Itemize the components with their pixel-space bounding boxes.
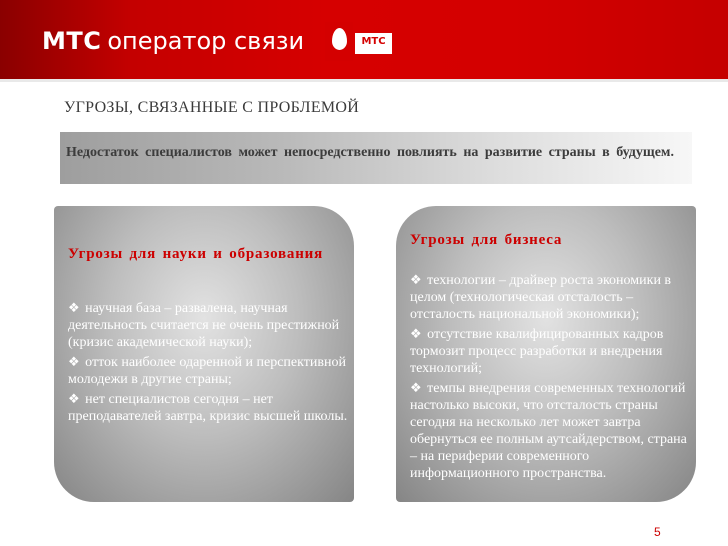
science-threats-panel bbox=[54, 206, 354, 502]
header-bar bbox=[0, 0, 728, 79]
list-item: ❖ нет специалистов сегодня – нет преподавателей завтра, кризис высшей школы. bbox=[68, 392, 348, 424]
list-item: ❖ отсутствие квалифицированных кадров тормозит процесс разработки и внедрения технологий; bbox=[410, 327, 664, 376]
panel-title-business: Угрозы для бизнеса bbox=[410, 232, 563, 248]
diamond-bullet-icon: ❖ bbox=[68, 392, 80, 407]
diamond-bullet-icon: ❖ bbox=[410, 327, 422, 342]
science-threats-list bbox=[68, 300, 358, 428]
intro-text: Недостаток специалистов может непосредственно повлиять на развитие страны в будущем. bbox=[66, 145, 674, 160]
logo-text: МТС bbox=[361, 36, 386, 47]
panel-title-science: Угрозы для науки и образования bbox=[68, 246, 324, 262]
business-threats-panel bbox=[396, 206, 696, 502]
list-item: ❖ отток наиболее одаренной и перспективной молодежи в другие страны; bbox=[68, 355, 346, 387]
header-divider bbox=[0, 79, 728, 82]
intro-banner bbox=[60, 132, 692, 184]
list-item: ❖ темпы внедрения современных технологий настолько высоки, что отсталость страны сегодня на несколько лет может завтра обернуться ее полным аутсайдерством, страна – на периферии современного информационного пространства. bbox=[410, 381, 687, 481]
section-title: УГРОЗЫ, СВЯЗАННЫЕ С ПРОБЛЕМОЙ bbox=[64, 99, 360, 116]
list-item: ❖ научная база – развалена, научная деятельность считается не очень престижной (кризис академической науки); bbox=[68, 301, 340, 350]
diamond-bullet-icon: ❖ bbox=[68, 355, 80, 370]
diamond-bullet-icon: ❖ bbox=[68, 301, 80, 316]
brand-name: МТС bbox=[42, 27, 102, 55]
brand-tagline: оператор связи bbox=[107, 27, 305, 55]
diamond-bullet-icon: ❖ bbox=[410, 381, 422, 396]
page-number: 5 bbox=[654, 525, 661, 539]
mts-logo bbox=[325, 22, 392, 61]
brand bbox=[42, 27, 304, 55]
list-item: ❖ технологии – драйвер роста экономики в целом (технологическая отсталость – отсталость национальной экономики); bbox=[410, 273, 672, 322]
diamond-bullet-icon: ❖ bbox=[410, 273, 422, 288]
egg-logo-icon bbox=[325, 22, 353, 61]
business-threats-list bbox=[410, 272, 696, 485]
